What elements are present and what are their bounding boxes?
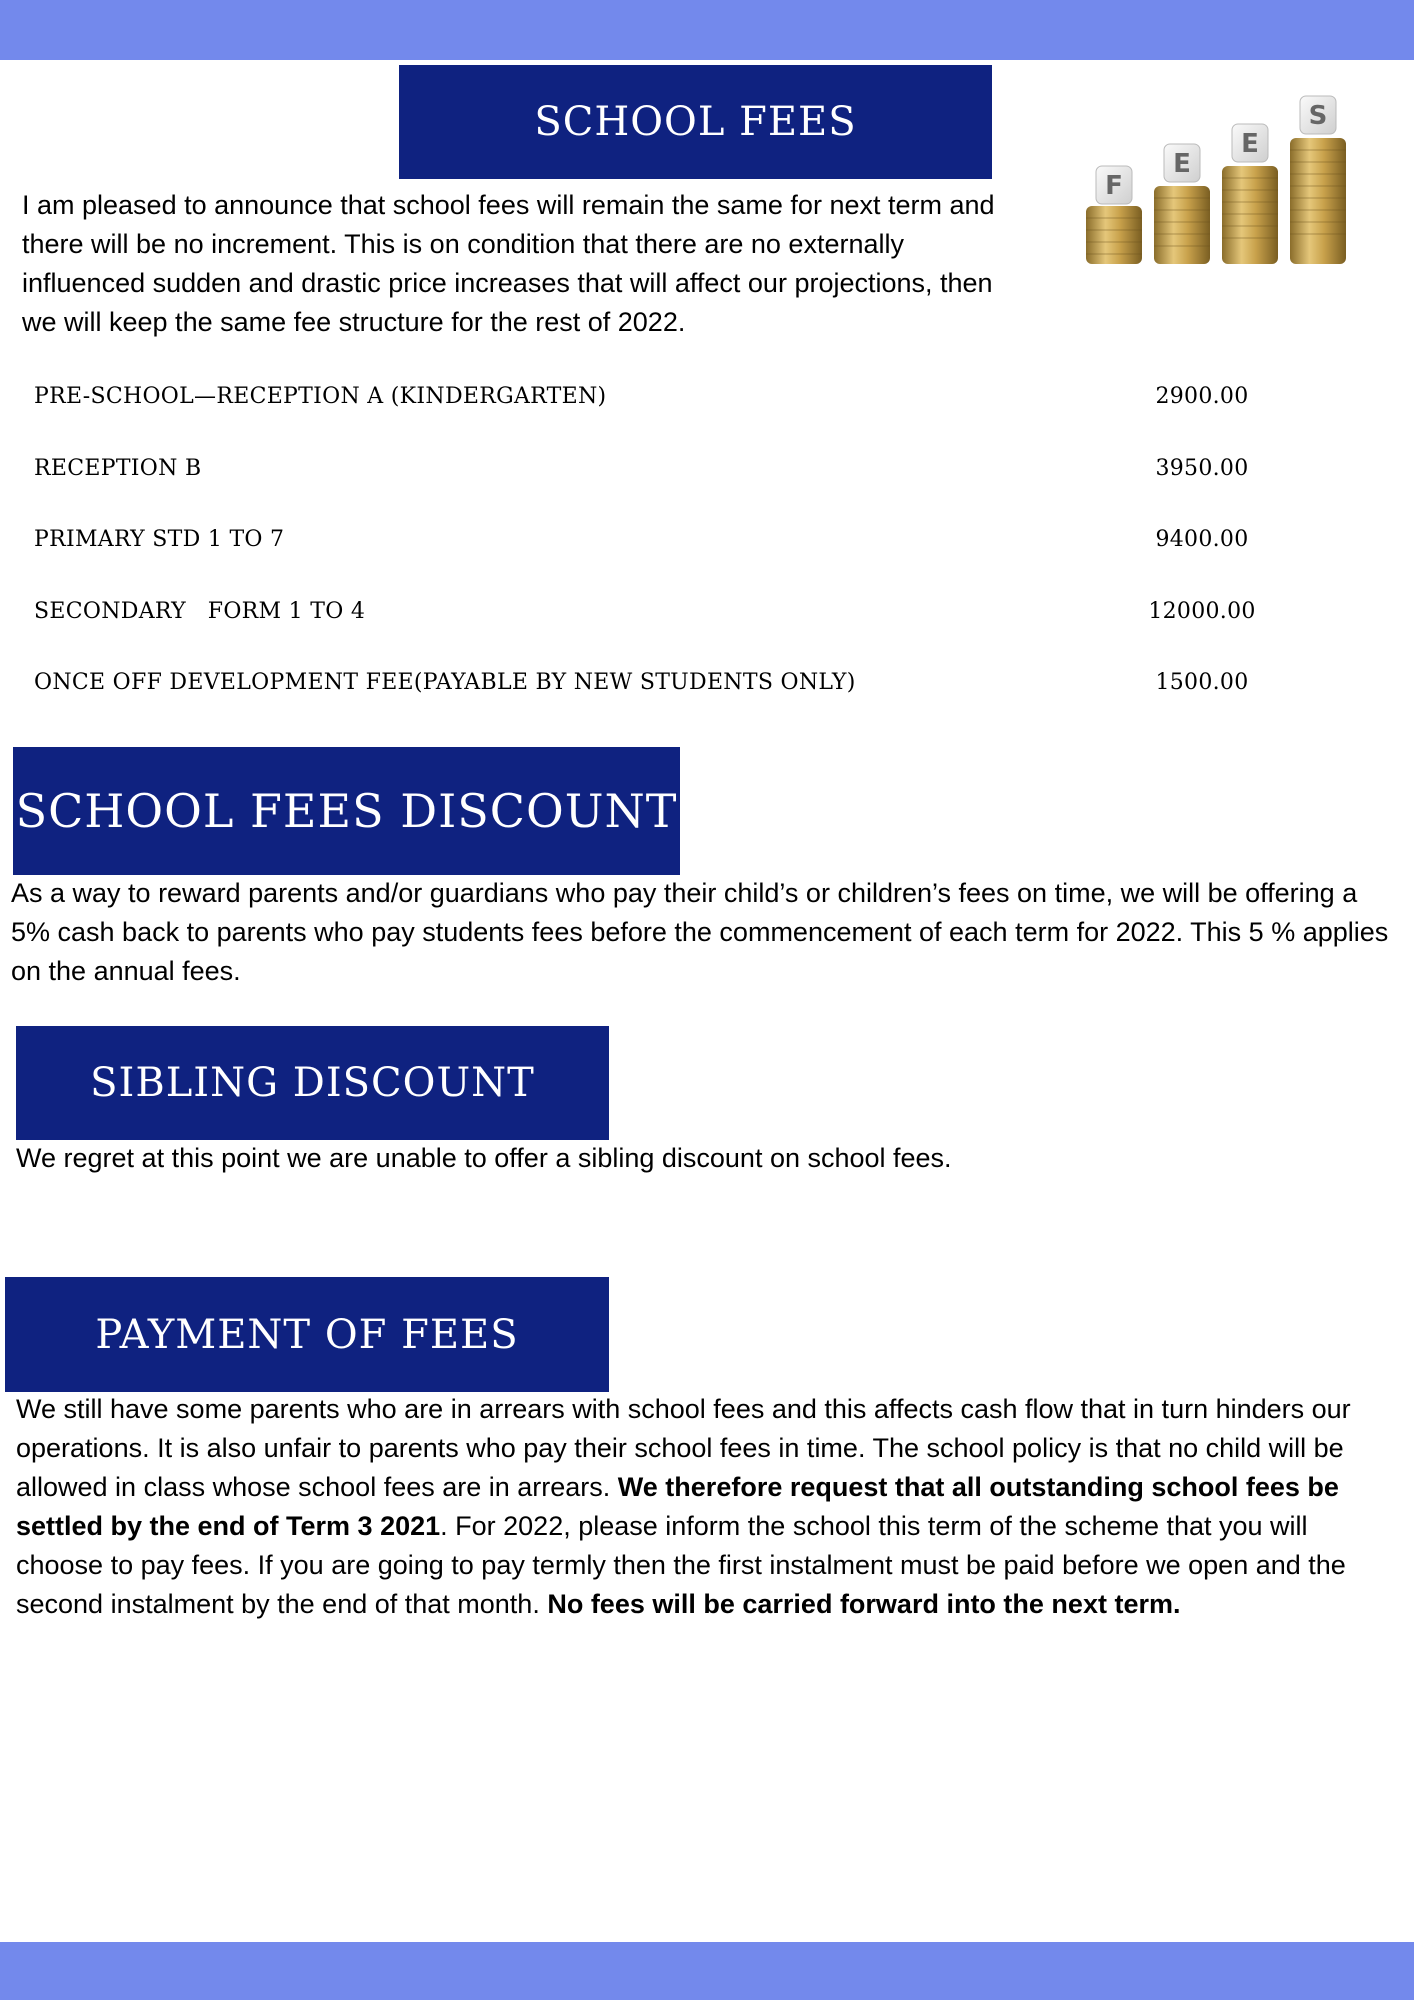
- fees-coins-image: [1078, 88, 1358, 288]
- fees-discount-heading: SCHOOL FEES DISCOUNT: [13, 747, 680, 875]
- school-fees-heading: SCHOOL FEES: [399, 65, 992, 179]
- top-band: [0, 0, 1414, 60]
- fee-label: RECEPTION B: [34, 455, 202, 481]
- sibling-paragraph: We regret at this point we are unable to offer a sibling discount on school fees.: [16, 1143, 952, 1173]
- payment-of-fees-heading: PAYMENT OF FEES: [5, 1277, 609, 1392]
- letter-e2: E: [1241, 129, 1259, 159]
- payment-bold-1: We therefore request that all outstanding school fees be settled by the end of Term 3 2021: [16, 1472, 1339, 1541]
- fee-label: PRE-SCHOOL—RECEPTION A (KINDERGARTEN): [34, 384, 607, 409]
- fee-amount: 1500.00: [1155, 670, 1249, 695]
- discount-paragraph: As a way to reward parents and/or guardians who pay their child’s or children’s fees on time, we will be offering a 5% cash back to parents who pay students fees before the commencement of each term for 2022. This 5 % applies on the annual fees.: [11, 878, 1389, 986]
- letter-f: F: [1105, 171, 1123, 201]
- fee-label: PRIMARY STD 1 TO 7: [34, 527, 285, 552]
- fee-label: SECONDARY FORM 1 TO 4: [34, 598, 366, 624]
- letter-s: S: [1308, 101, 1328, 131]
- fee-row: [34, 507, 1334, 579]
- fee-row: [34, 364, 1334, 436]
- fee-amount: 9400.00: [1155, 527, 1249, 552]
- fee-amount: 12000.00: [1148, 598, 1256, 624]
- fee-row: [34, 579, 1334, 651]
- payment-bold-2: No fees will be carried forward into the next term.: [547, 1589, 1181, 1619]
- fee-structure-table: [34, 364, 1334, 722]
- letter-e1: E: [1173, 149, 1191, 179]
- payment-paragraph: [16, 1390, 1398, 1624]
- fee-label: ONCE OFF DEVELOPMENT FEE(PAYABLE BY NEW STUDENTS ONLY): [34, 670, 856, 695]
- fee-row: [34, 436, 1334, 508]
- fee-amount: 2900.00: [1155, 384, 1249, 409]
- payment-text-1: We still have some parents who are in arrears with school fees and this affects cash flow that in turn hinders our operations. It is also unfair to parents who pay their school fees in time. The school policy is that no child will be allowed in class whose school fees are in arrears.: [16, 1394, 1351, 1502]
- payment-text-2: . For 2022, please inform the school this term of the scheme that you will choose to pay fees. If you are going to pay termly then the first instalment must be paid before we open and the second instalment by the end of that month.: [16, 1511, 1346, 1619]
- intro-paragraph: I am pleased to announce that school fees will remain the same for next term and there will be no increment. This is on condition that there are no externally influenced sudden and drastic price increases that will affect our projections, then we will keep the same fee structure for the rest of 2022.: [22, 190, 995, 337]
- fee-row: [34, 650, 1334, 722]
- bottom-band: [0, 1942, 1414, 2000]
- sibling-discount-heading: SIBLING DISCOUNT: [16, 1026, 609, 1140]
- fee-amount: 3950.00: [1155, 455, 1249, 481]
